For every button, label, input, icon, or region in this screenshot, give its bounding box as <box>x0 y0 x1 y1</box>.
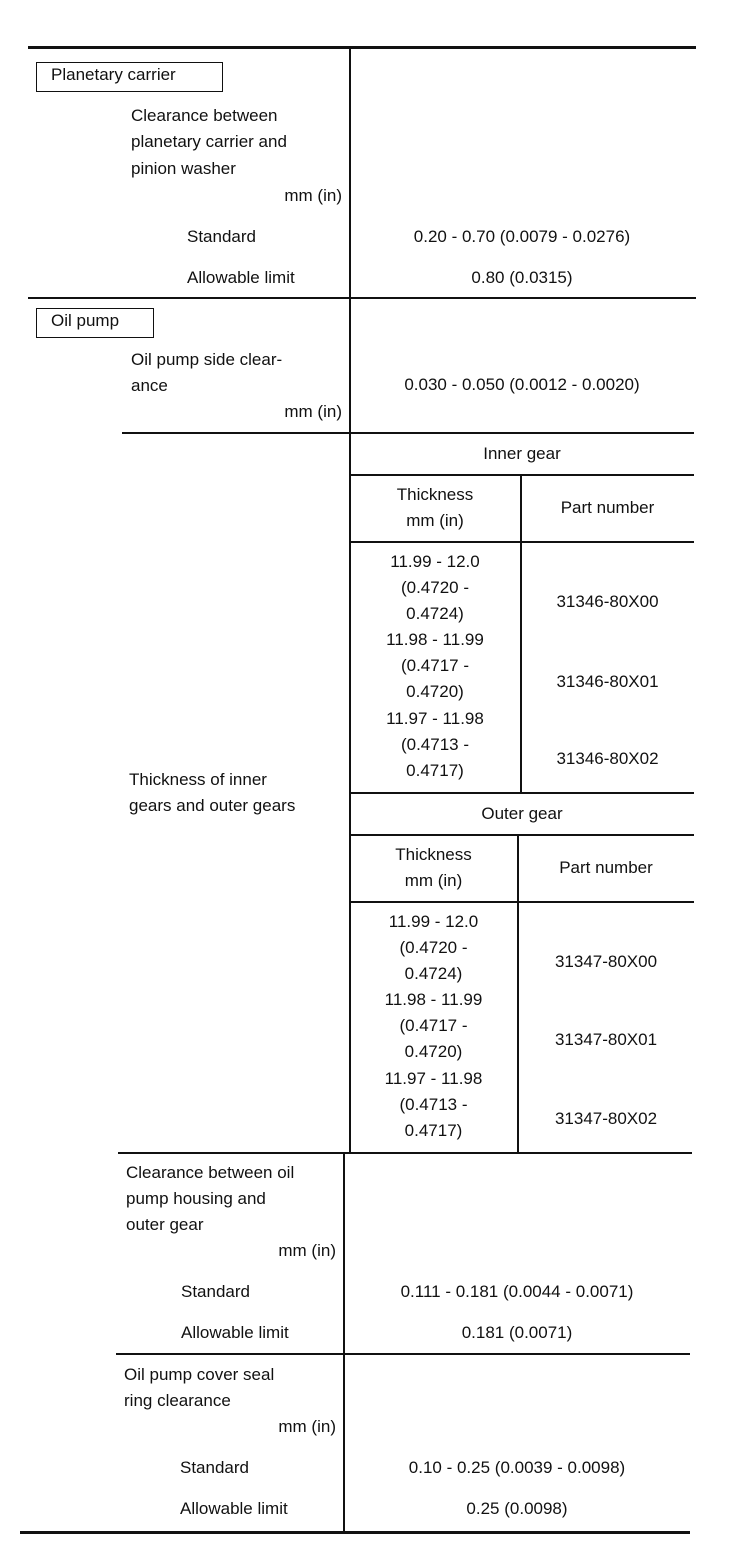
section-label-text: Oil pump <box>51 311 120 330</box>
thickness-col-header-unit: mm (in) <box>406 511 464 530</box>
item-label-line: outer gear <box>126 1215 204 1234</box>
outer-gear-title-divider <box>350 834 694 836</box>
item-label-line: pinion washer <box>131 159 236 178</box>
item-label-line: ring clearance <box>124 1391 231 1410</box>
inner-gear-header-divider <box>350 541 694 543</box>
unit-label: mm (in) <box>284 402 342 421</box>
limit-value: 0.25 (0.0098) <box>466 1499 568 1518</box>
inner-thickness-3: (0.4713 - <box>400 735 470 754</box>
standard-value: 0.20 - 0.70 (0.0079 - 0.0276) <box>413 227 631 246</box>
item-label-line: gears and outer gears <box>129 796 296 815</box>
inner-gear-title-divider <box>350 474 694 476</box>
outer-part-1: 31347-80X00 <box>554 952 658 971</box>
row-divider-housing <box>116 1353 690 1355</box>
section-label-oil-pump <box>36 308 154 338</box>
inner-outer-divider <box>350 792 694 794</box>
outer-thickness-1: (0.4720 - <box>399 938 468 957</box>
bottom-rule <box>20 1531 690 1534</box>
outer-gear-title: Outer gear <box>481 804 563 823</box>
inner-thickness-2: (0.4717 - <box>400 656 470 675</box>
unit-label: mm (in) <box>284 186 342 205</box>
outer-gear-header-divider <box>350 901 694 903</box>
part-number-col-header: Part number <box>559 858 653 877</box>
limit-value: 0.80 (0.0315) <box>471 268 573 287</box>
limit-label: Allowable limit <box>180 1499 288 1518</box>
standard-value: 0.10 - 0.25 (0.0039 - 0.0098) <box>408 1458 626 1477</box>
side-clearance-value: 0.030 - 0.050 (0.0012 - 0.0020) <box>404 375 640 394</box>
item-label-line: pump housing and <box>126 1189 266 1208</box>
outer-thickness-1: 0.4724) <box>404 964 463 983</box>
inner-part-2: 31346-80X01 <box>556 672 659 691</box>
item-label-line: Clearance between oil <box>126 1163 295 1182</box>
outer-thickness-2: (0.4717 - <box>399 1016 468 1035</box>
inner-thickness-1: 0.4724) <box>406 604 464 623</box>
outer-thickness-2: 11.98 - 11.99 <box>384 990 483 1009</box>
outer-thickness-3: 0.4717) <box>404 1121 463 1140</box>
limit-label: Allowable limit <box>181 1323 289 1342</box>
top-rule <box>28 46 696 49</box>
standard-label: Standard <box>181 1282 250 1301</box>
standard-label: Standard <box>187 227 256 246</box>
row-divider-side-clearance <box>122 432 694 434</box>
standard-label: Standard <box>180 1458 249 1477</box>
inner-thickness-2: 11.98 - 11.99 <box>386 630 484 649</box>
section-divider-planetary <box>28 297 696 299</box>
part-number-col-header: Part number <box>560 498 655 517</box>
standard-value: 0.111 - 0.181 (0.0044 - 0.0071) <box>400 1282 634 1301</box>
outer-thickness-1: 11.99 - 12.0 <box>388 912 479 931</box>
inner-thickness-3: 11.97 - 11.98 <box>386 709 484 728</box>
outer-thickness-2: 0.4720) <box>404 1042 463 1061</box>
inner-thickness-1: (0.4720 - <box>400 578 470 597</box>
item-label-line: Clearance between <box>131 106 278 125</box>
inner-thickness-3: 0.4717) <box>406 761 464 780</box>
item-label-line: Oil pump cover seal <box>124 1365 275 1384</box>
outer-part-2: 31347-80X01 <box>554 1030 658 1049</box>
item-label-line: ance <box>131 376 168 395</box>
thickness-col-header: Thickness <box>396 485 474 504</box>
outer-thickness-3: 11.97 - 11.98 <box>384 1069 483 1088</box>
item-label-line: Oil pump side clear- <box>131 350 283 369</box>
inner-part-3: 31346-80X02 <box>556 749 659 768</box>
item-label-line: Thickness of inner <box>129 770 267 789</box>
unit-label: mm (in) <box>278 1417 336 1436</box>
item-label-line: planetary carrier and <box>131 132 287 151</box>
outer-thickness-3: (0.4713 - <box>399 1095 468 1114</box>
thickness-col-header-unit: mm (in) <box>404 871 463 890</box>
section-label-planetary-carrier <box>36 62 223 92</box>
inner-thickness-2: 0.4720) <box>406 682 464 701</box>
outer-part-3: 31347-80X02 <box>554 1109 658 1128</box>
unit-label: mm (in) <box>278 1241 336 1260</box>
row-divider-gear-thickness <box>118 1152 692 1154</box>
inner-part-1: 31346-80X00 <box>556 592 659 611</box>
limit-value: 0.181 (0.0071) <box>461 1323 573 1342</box>
thickness-col-header: Thickness <box>395 845 472 864</box>
inner-thickness-1: 11.99 - 12.0 <box>390 552 480 571</box>
section-label-text: Planetary carrier <box>51 65 176 84</box>
inner-gear-title: Inner gear <box>483 444 561 463</box>
limit-label: Allowable limit <box>187 268 295 287</box>
